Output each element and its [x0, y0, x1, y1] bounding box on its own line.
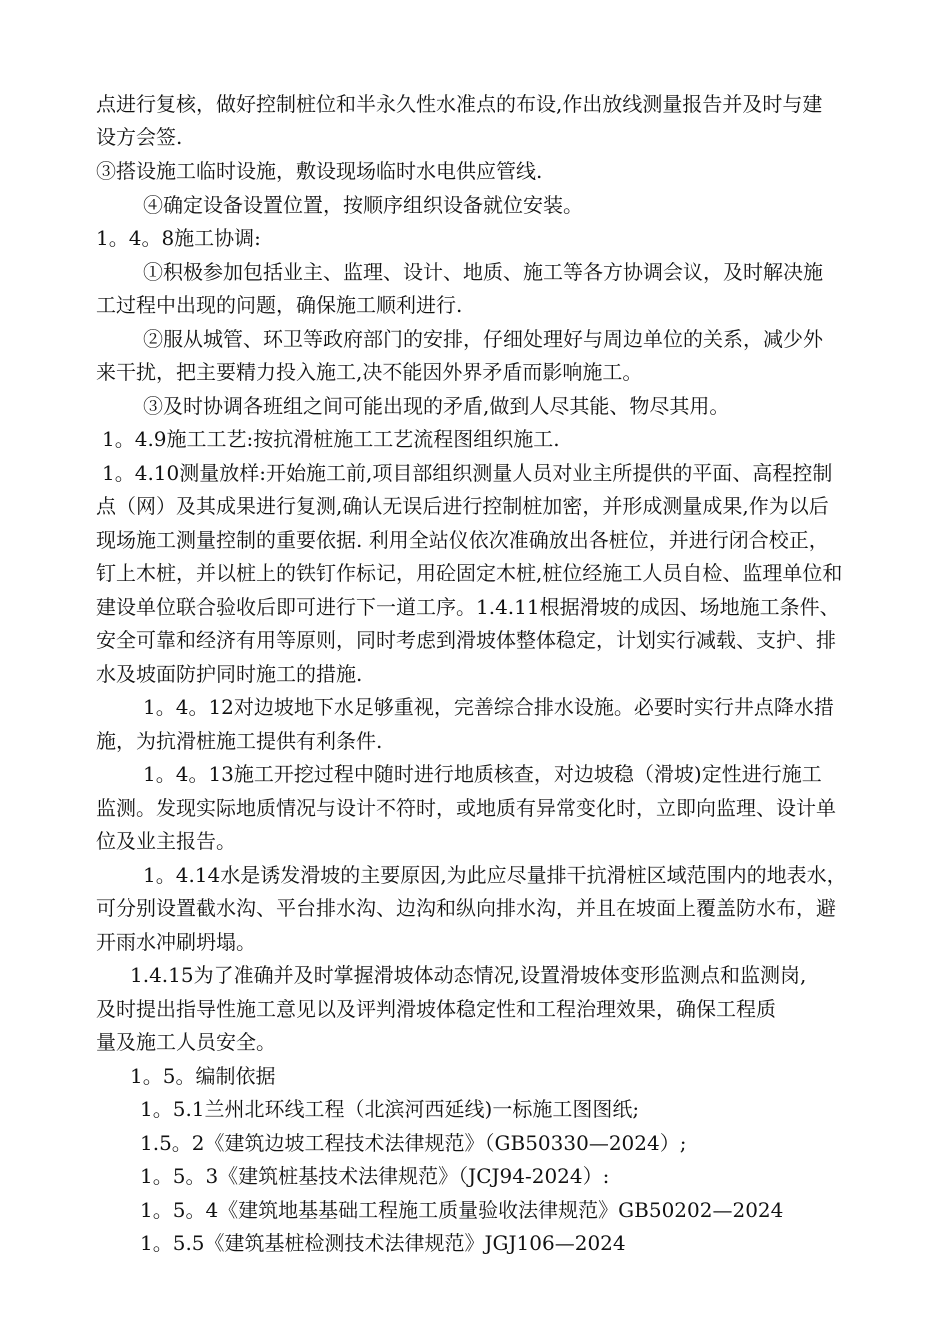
text-line: 1.4.15为了准确并及时掌握滑坡体动态情况,设置滑坡体变形监测点和监测岗,: [130, 963, 807, 987]
text-line: 1。4。13施工开挖过程中随时进行地质核查，对边坡稳（滑坡)定性进行施工: [143, 762, 822, 786]
text-line: 量及施工人员安全。: [96, 1030, 276, 1054]
text-line: 施，为抗滑桩施工提供有利条件.: [96, 729, 383, 753]
text-line: ④确定设备设置位置，按顺序组织设备就位安装。: [143, 193, 583, 217]
text-line: 水及坡面防护同时施工的措施.: [96, 662, 363, 686]
text-line: ②服从城管、环卫等政府部门的安排，仔细处理好与周边单位的关系，减少外: [143, 327, 823, 351]
text-line: 位及业主报告。: [96, 829, 236, 853]
text-line: 建设单位联合验收后即可进行下一道工序。1.4.11根据滑坡的成因、场地施工条件、: [96, 595, 840, 619]
section-heading: 1。5。编制依据: [130, 1064, 276, 1088]
text-line: 开雨水冲刷坍塌。: [96, 930, 256, 954]
text-line: ③及时协调各班组之间可能出现的矛盾,做到人尽其能、物尽其用。: [143, 394, 730, 418]
reference-item: 1。5.1兰州北环线工程（北滨河西延线)一标施工图图纸;: [140, 1097, 640, 1121]
text-line: 钉上木桩，并以桩上的铁钉作标记，用砼固定木桩,桩位经施工人员自检、监理单位和: [96, 561, 843, 585]
text-line: 1。4.14水是诱发滑坡的主要原因,为此应尽量排干抗滑桩区域范围内的地表水，: [143, 863, 847, 887]
text-line: 监测。发现实际地质情况与设计不符时，或地质有异常变化时，立即向监理、设计单: [96, 796, 836, 820]
text-line: 工过程中出现的问题，确保施工顺利进行.: [96, 293, 463, 317]
text-line: 可分别设置截水沟、平台排水沟、边沟和纵向排水沟，并且在坡面上覆盖防水布，避: [96, 896, 836, 920]
section-heading: 1。4。8施工协调:: [96, 226, 261, 250]
text-line: 1。4。12对边坡地下水足够重视，完善综合排水设施。必要时实行井点降水措: [143, 695, 834, 719]
text-line: 设方会签.: [96, 125, 183, 149]
text-line: 安全可靠和经济有用等原则，同时考虑到滑坡体整体稳定，计划实行减载、支护、排: [96, 628, 836, 652]
reference-item: 1。5。4《建筑地基基础工程施工质量验收法律规范》GB50202—2024: [140, 1198, 784, 1222]
text-line: 点（网）及其成果进行复测,确认无误后进行控制桩加密，并形成测量成果,作为以后: [96, 494, 829, 518]
text-line: 1。4.10测量放样:开始施工前,项目部组织测量人员对业主所提供的平面、高程控制: [102, 461, 833, 485]
text-line: 1。4.9施工工艺:按抗滑桩施工工艺流程图组织施工.: [102, 427, 560, 451]
text-line: 及时提出指导性施工意见以及评判滑坡体稳定性和工程治理效果，确保工程质: [96, 997, 776, 1021]
text-line: 点进行复核，做好控制桩位和半永久性水准点的布设,作出放线测量报告并及时与建: [96, 92, 823, 116]
text-line: 现场施工测量控制的重要依据. 利用全站仪依次准确放出各桩位，并进行闭合校正，: [96, 528, 829, 552]
text-line: ①积极参加包括业主、监理、设计、地质、施工等各方协调会议，及时解决施: [143, 260, 823, 284]
text-line: 来干扰，把主要精力投入施工,决不能因外界矛盾而影响施工。: [96, 360, 643, 384]
reference-item: 1.5。2《建筑边坡工程技术法律规范》（GB50330—2024）;: [140, 1131, 687, 1155]
text-line: ③搭设施工临时设施，敷设现场临时水电供应管线.: [96, 159, 543, 183]
reference-item: 1。5。3《建筑桩基技术法律规范》（JCJ94-2024）:: [140, 1164, 610, 1188]
reference-item: 1。5.5《建筑基桩检测技术法律规范》JGJ106—2024: [140, 1231, 626, 1255]
